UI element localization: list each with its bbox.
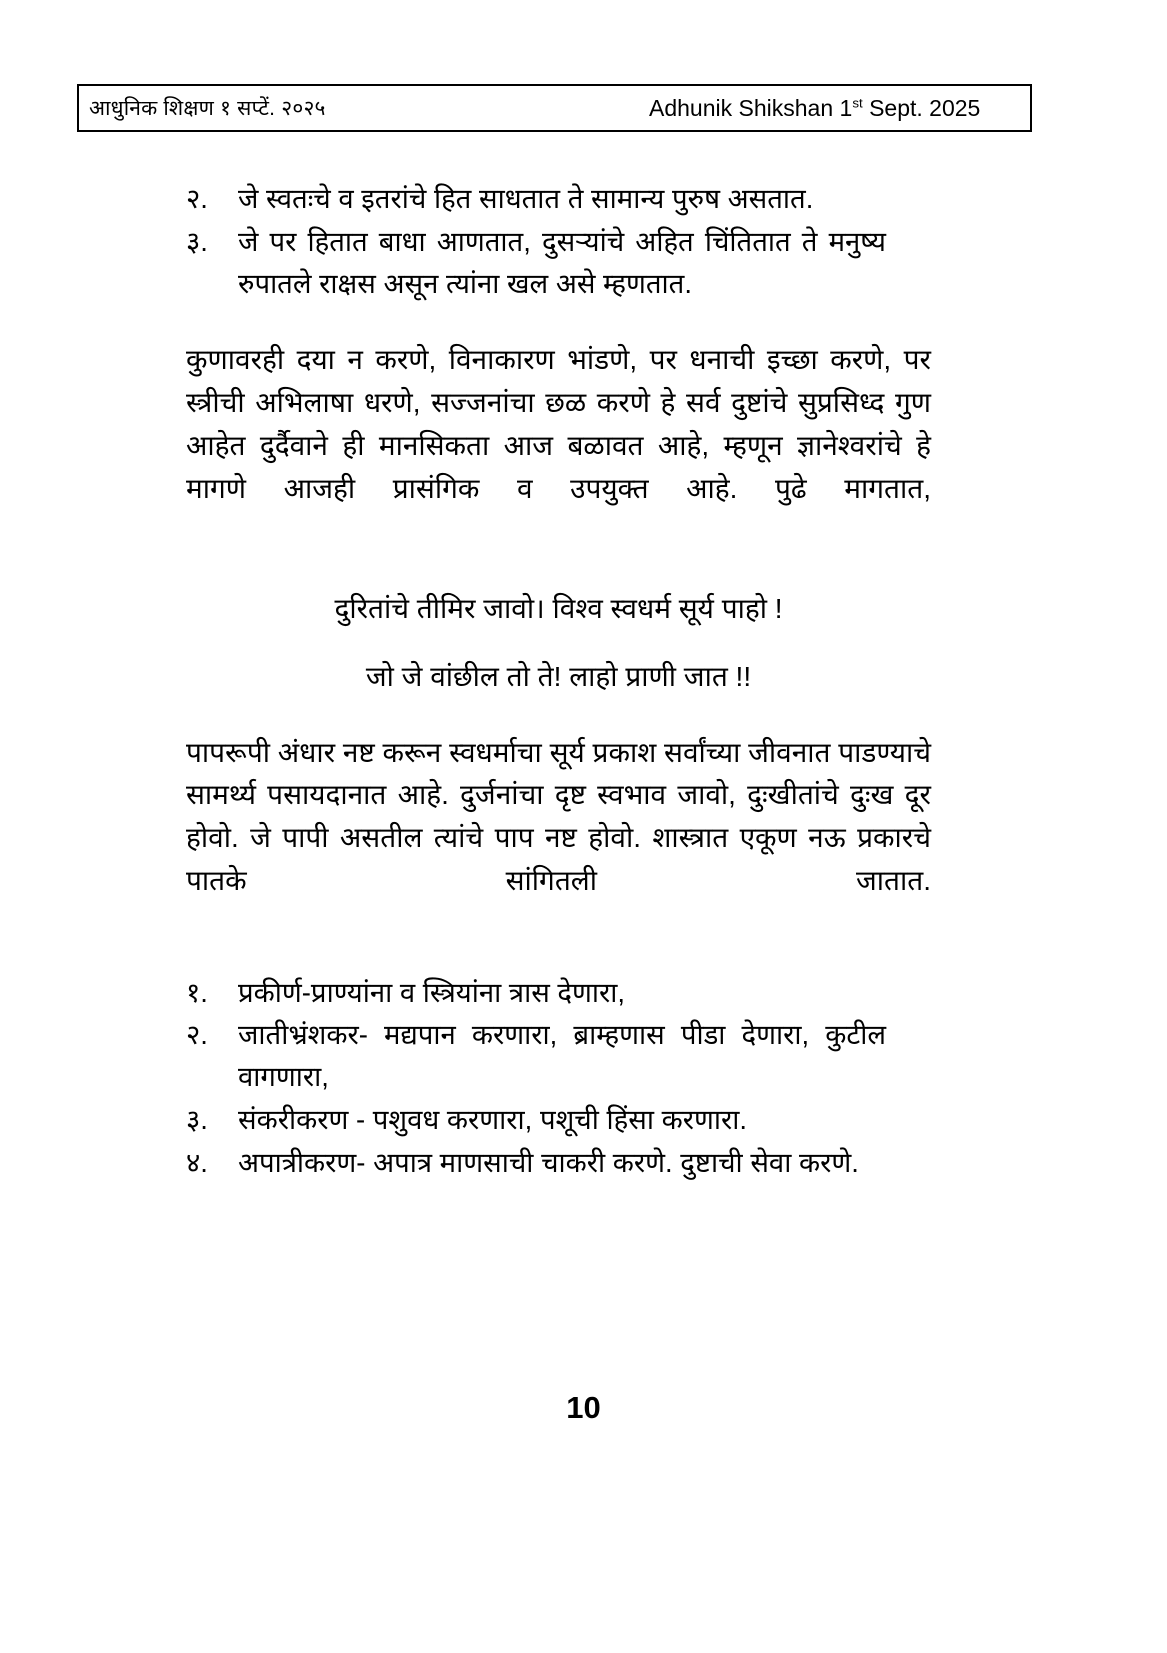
list-item-text: अपात्रीकरण- अपात्र माणसाची चाकरी करणे. दुष्टाची सेवा करणे. <box>238 1146 859 1178</box>
list-item <box>186 972 886 1014</box>
page-number: 10 <box>566 1390 601 1425</box>
spacer <box>186 305 931 339</box>
list-item-text: प्रकीर्ण-प्राण्यांना व स्त्रियांना त्रास देणारा, <box>238 976 626 1008</box>
header-english-main: Adhunik Shikshan 1 <box>649 94 853 121</box>
verse-line-one: दुरितांचे तीमिर जावो। विश्व स्वधर्म सूर्य पाहो ! <box>334 592 783 624</box>
list-item-marker: ४. <box>186 1146 208 1178</box>
page-content <box>186 178 931 1185</box>
list-item-text: जे स्वतःचे व इतरांचे हित साधतात ते सामान्य पुरुष असतात. <box>238 183 814 214</box>
list-item-marker: २. <box>186 183 208 214</box>
list-item-text: जातीभ्रंशकर- मद्यपान करणारा, ब्राम्हणास पीडा देणारा, कुटील वागणारा, <box>238 1019 886 1093</box>
list-item-marker: ३. <box>186 1104 208 1136</box>
header-title-english <box>649 94 981 121</box>
list-item-text: जे पर हितात बाधा आणतात, दुसऱ्यांचे अहित चिंतितात ते मनुष्य रुपातले राक्षस असून त्यांना खल असे म्हणतात. <box>238 225 886 299</box>
list-item-marker: ३. <box>186 225 208 257</box>
spacer <box>186 946 931 972</box>
list-item <box>186 178 886 220</box>
bottom-numbered-list <box>186 972 886 1184</box>
list-item <box>186 1142 886 1184</box>
paragraph-two: पापरूपी अंधार नष्ट करून स्वधर्माचा सूर्य प्रकाश सर्वांच्या जीवनात पाडण्याचे सामर्थ्य पसायदानात आहे. दुर्जनांचा दृष्ट स्वभाव जावो, दुःखीतांचे दुःख दूर होवो. जे पापी असतील त्यांचे पाप नष्ट होवो. शास्त्रात एकूण नऊ प्रकारचे पातके सांगितली जातात. <box>186 736 931 897</box>
header-title-marathi: आधुनिक शिक्षण १ सप्टें. २०२५ <box>89 96 326 120</box>
list-item-marker: २. <box>186 1019 208 1051</box>
list-item-text: संकरीकरण - पशुवध करणारा, पशूची हिंसा करणारा. <box>238 1104 747 1136</box>
paragraph-one: कुणावरही दया न करणे, विनाकारण भांडणे, पर धनाची इच्छा करणे, पर स्त्रीची अभिलाषा धरणे, सज्जनांचा छळ करणे हे सर्व दुष्टांचे सुप्रसिध्द गुण आहेत दुर्दैवाने ही मानसिकता आज बळावत आहे, म्हणून ज्ञानेश्वरांचे हे मागणे आजही प्रासंगिक व उपयुक्त आहे. पुढे मागतात, <box>186 344 931 504</box>
spacer <box>186 554 931 588</box>
list-item <box>186 1099 886 1141</box>
spacer <box>186 630 931 656</box>
header-ordinal-suffix: st <box>852 94 863 110</box>
list-item <box>186 1014 886 1098</box>
list-item <box>186 221 886 305</box>
page-header-box <box>77 84 1032 132</box>
list-item-marker: १. <box>186 976 208 1008</box>
header-english-date: Sept. 2025 <box>862 94 981 121</box>
top-numbered-list <box>186 178 886 304</box>
spacer <box>186 698 931 732</box>
verse-line-two: जो जे वांछील तो ते! लाहो प्राणी जात !! <box>365 660 752 692</box>
